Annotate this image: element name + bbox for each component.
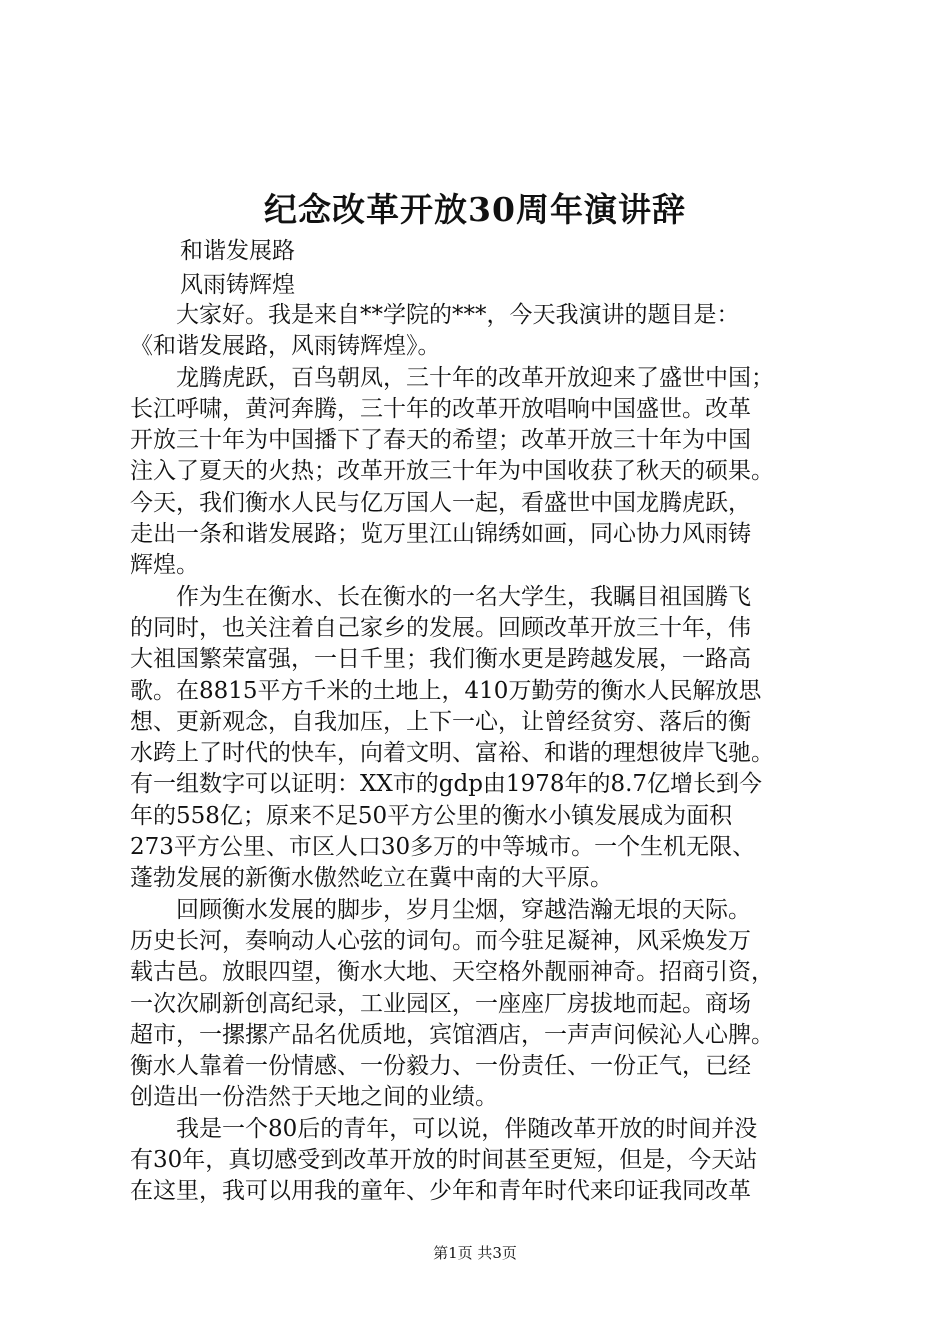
body-line: 创造出一份浩然于天地之间的业绩。 (130, 1084, 498, 1111)
body-line: 超市，一摞摞产品名优质地，宾馆酒店，一声声问候沁人心脾。 (130, 1021, 774, 1048)
body-line: 年的558亿；原来不足50平方公里的衡水小镇发展成为面积 (130, 802, 733, 829)
body-line: 大祖国繁荣富强，一日千里；我们衡水更是跨越发展，一路高 (130, 646, 751, 673)
body-line: 水跨上了时代的快车，向着文明、富裕、和谐的理想彼岸飞驰。 (130, 740, 774, 767)
body-line: 回顾衡水发展的脚步，岁月尘烟，穿越浩瀚无垠的天际。 (130, 896, 751, 923)
body-line: 辉煌。 (130, 552, 199, 579)
subtitle-line: 风雨铸辉煌 (180, 272, 295, 298)
body-line: 《和谐发展路，风雨铸辉煌》。 (130, 333, 441, 360)
body-line: 蓬勃发展的新衡水傲然屹立在冀中南的大平原。 (130, 865, 613, 892)
body-line: 273平方公里、市区人口30多万的中等城市。一个生机无限、 (130, 834, 756, 861)
body-line: 我是一个80后的青年，可以说，伴随改革开放的时间并没 (130, 1115, 758, 1142)
body-line: 历史长河，奏响动人心弦的词句。而今驻足凝神，风采焕发万 (130, 927, 751, 954)
body-line: 今天，我们衡水人民与亿万国人一起，看盛世中国龙腾虎跃， (130, 489, 751, 516)
body-line: 走出一条和谐发展路；览万里江山锦绣如画，同心协力风雨铸 (130, 521, 751, 548)
body-line: 歌。在8815平方千米的土地上，410万勤劳的衡水人民解放思 (130, 677, 762, 704)
body-line: 大家好。我是来自**学院的***，今天我演讲的题目是： (130, 302, 740, 328)
body-line: 的同时，也关注着自己家乡的发展。回顾改革开放三十年，伟 (130, 614, 751, 641)
body-line: 衡水人靠着一份情感、一份毅力、一份责任、一份正气，已经 (130, 1053, 751, 1080)
body-line: 在这里，我可以用我的童年、少年和青年时代来印证我同改革 (130, 1178, 751, 1205)
body-line: 有一组数字可以证明：XX市的gdp由1978年的8.7亿增长到今 (130, 771, 763, 798)
page-footer: 第1页 共3页 (433, 1244, 517, 1262)
body-line: 载古邑。放眼四望，衡水大地、天空格外靓丽神奇。招商引资， (130, 959, 774, 986)
body-line: 想、更新观念，自我加压，上下一心，让曾经贫穷、落后的衡 (130, 708, 751, 735)
document-title: 纪念改革开放30周年演讲辞 (264, 190, 686, 229)
subtitle-line: 和谐发展路 (180, 238, 295, 264)
body-line: 开放三十年为中国播下了春天的希望；改革开放三十年为中国 (130, 427, 751, 454)
body-line: 龙腾虎跃，百鸟朝凤，三十年的改革开放迎来了盛世中国； (130, 364, 774, 391)
body-line: 长江呼啸，黄河奔腾，三十年的改革开放唱响中国盛世。改革 (130, 395, 751, 422)
document-body (130, 300, 840, 1208)
body-line: 作为生在衡水、长在衡水的一名大学生，我瞩目祖国腾飞 (130, 583, 751, 610)
body-line: 注入了夏天的火热；改革开放三十年为中国收获了秋天的硕果。 (130, 458, 774, 485)
body-line: 一次次刷新创高纪录，工业园区，一座座厂房拔地而起。商场 (130, 990, 751, 1017)
body-line: 有30年，真切感受到改革开放的时间甚至更短，但是，今天站 (130, 1147, 758, 1174)
